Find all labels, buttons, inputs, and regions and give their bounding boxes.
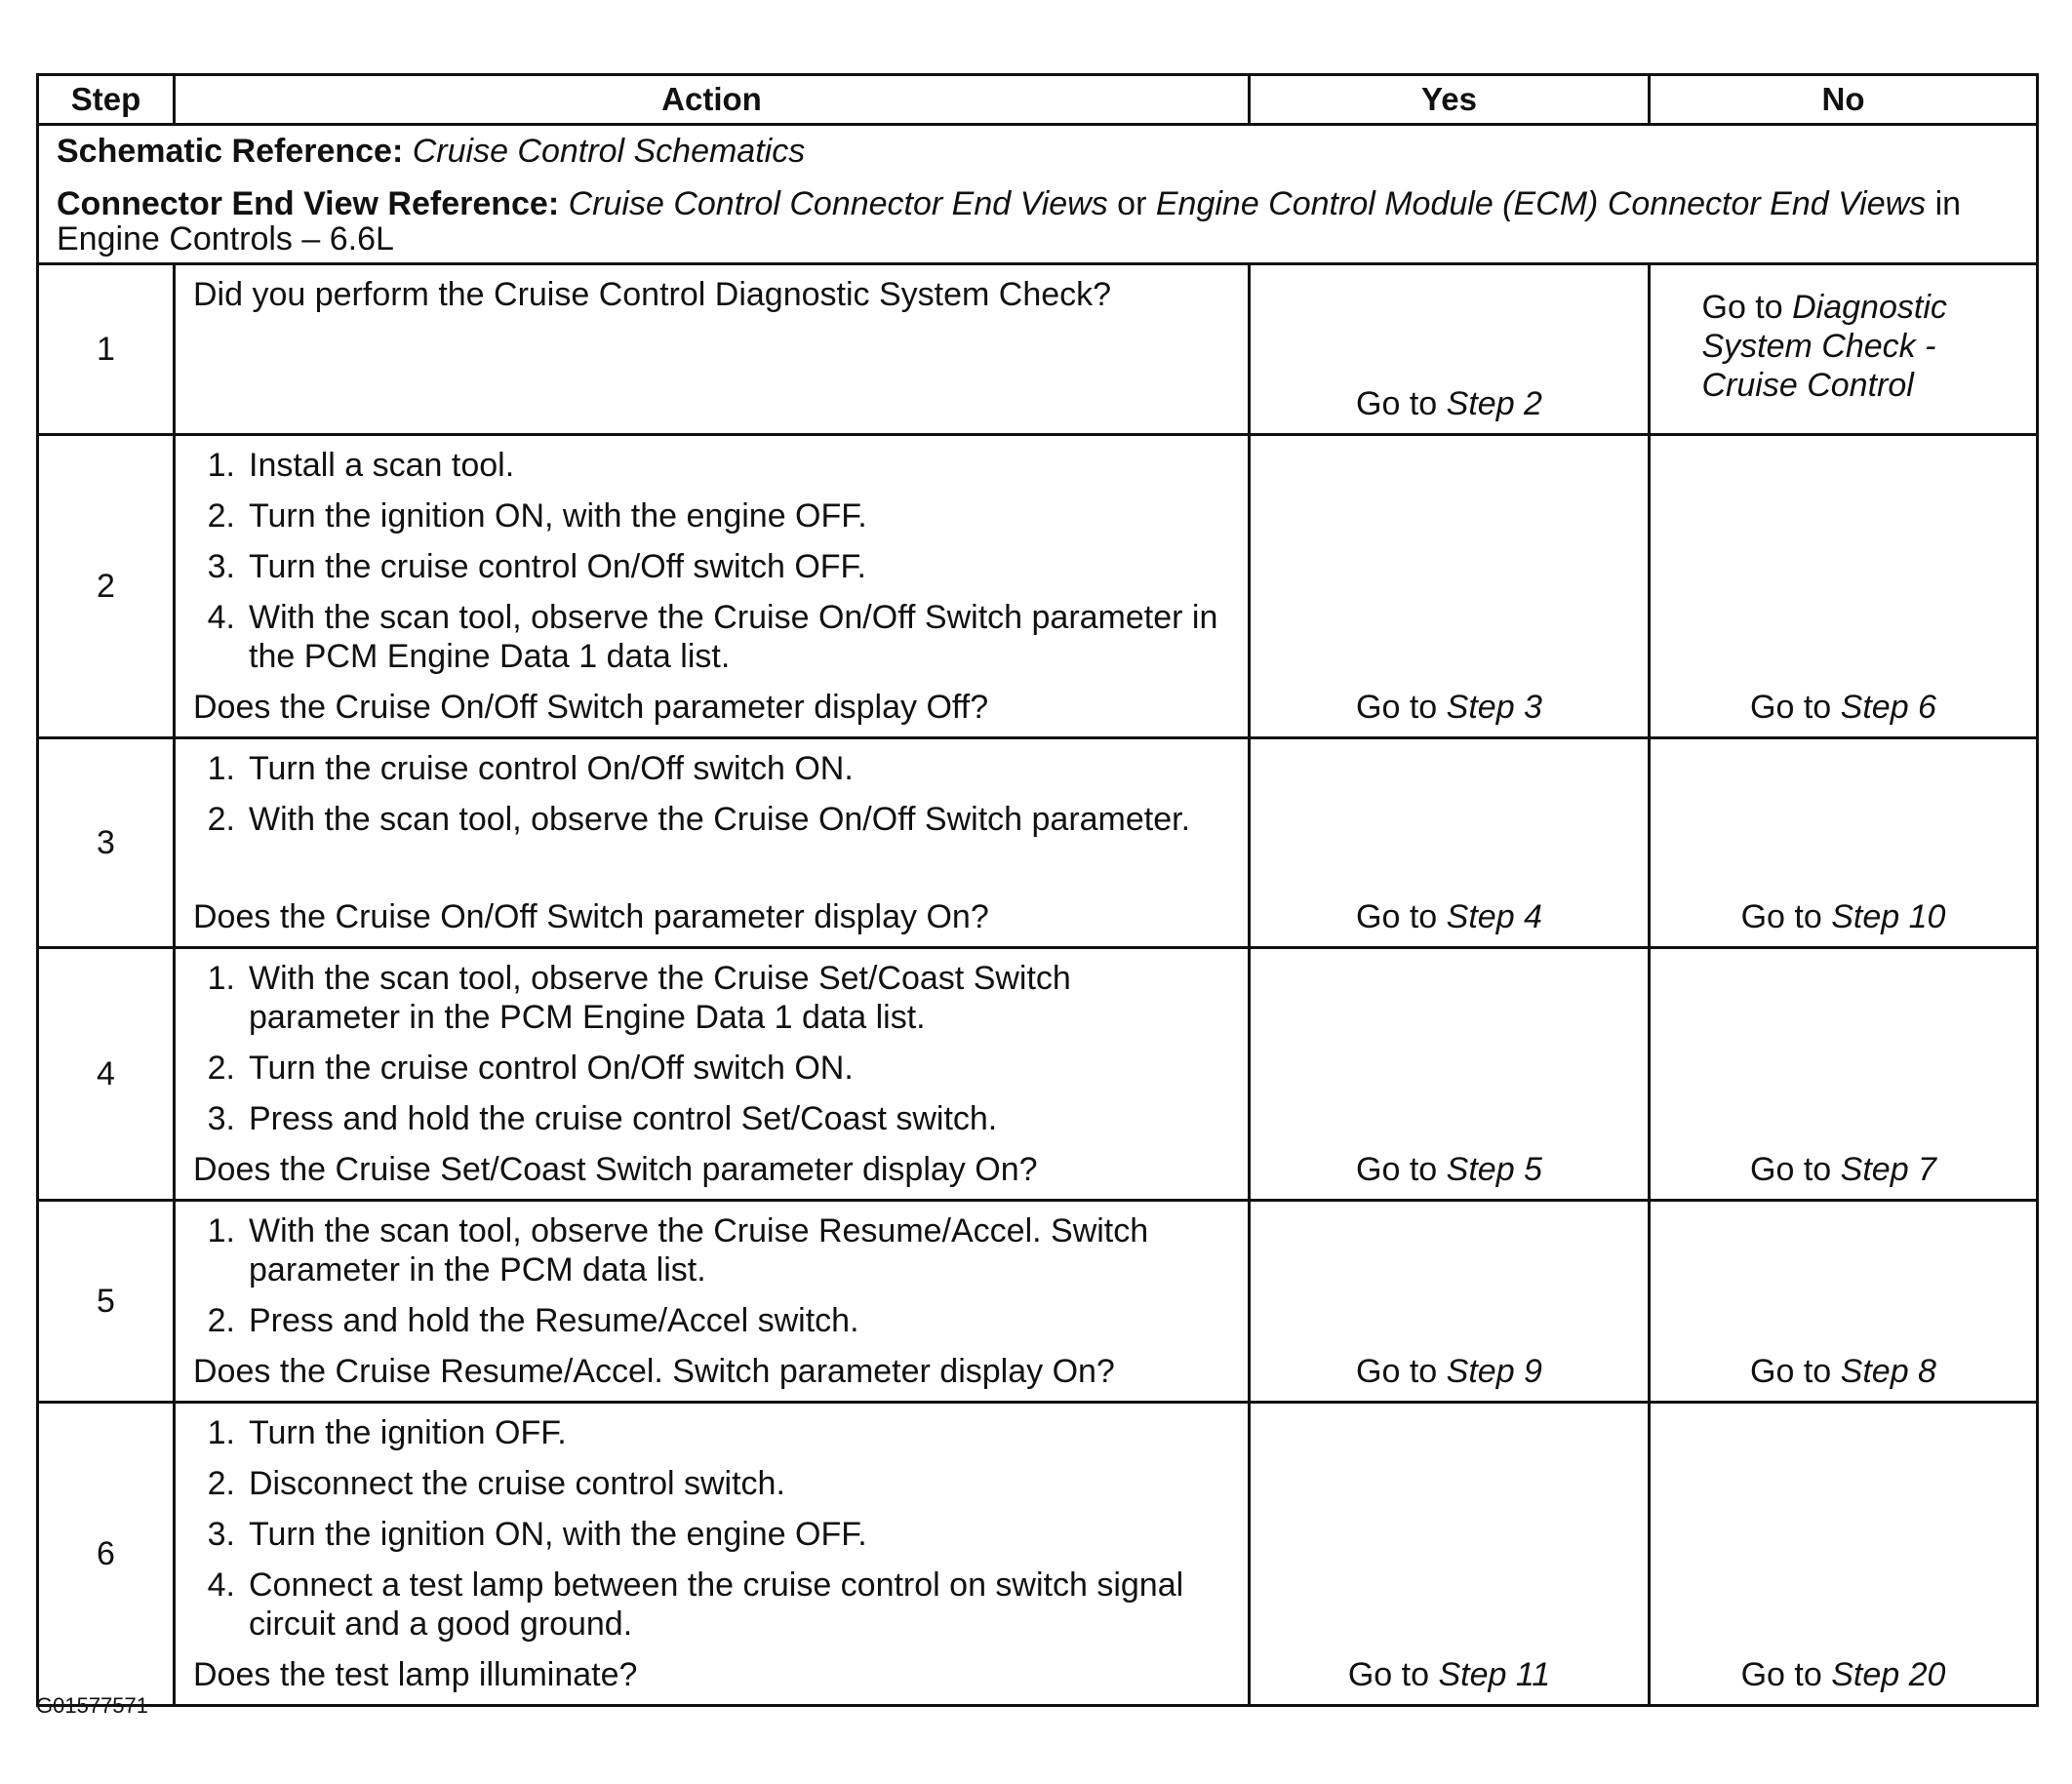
substep-text: Turn the cruise control On/Off switch ON. <box>249 750 854 787</box>
schematic-reference <box>57 134 2018 169</box>
action-cell <box>175 435 1250 738</box>
substep-item <box>193 547 1248 586</box>
substep-item <box>193 959 1248 1037</box>
connector-reference-value-2: Engine Control Module (ECM) Connector End Views <box>1155 185 1927 222</box>
no-step-ref: Step 7 <box>1840 1151 1936 1188</box>
no-cell <box>1650 1403 2038 1706</box>
no-link[interactable] <box>1741 1656 1946 1693</box>
substep-number: 1. <box>207 960 235 997</box>
substep-text: With the scan tool, observe the Cruise Resume/Accel. Switch parameter in the PCM data list. <box>249 1212 1149 1288</box>
yes-prefix: Go to <box>1356 898 1438 935</box>
no-prefix: Go to <box>1750 689 1832 726</box>
step-question: Does the Cruise On/Off Switch parameter display Off? <box>193 689 989 726</box>
substep-item <box>193 446 1248 485</box>
table-row <box>38 948 2038 1201</box>
header-step: Step <box>38 75 175 125</box>
substep-item <box>193 1464 1248 1503</box>
table-row <box>38 1201 2038 1403</box>
header-yes: Yes <box>1250 75 1650 125</box>
step-number: 6 <box>38 1403 175 1706</box>
substep-item <box>193 749 1248 788</box>
action-cell <box>175 948 1250 1201</box>
no-cell <box>1650 264 2038 435</box>
no-step-ref: Step 6 <box>1840 689 1936 726</box>
no-link[interactable] <box>1741 898 1946 935</box>
substep-number: 2. <box>207 497 235 535</box>
diagnostic-table <box>36 73 2039 1707</box>
no-link[interactable] <box>1750 1353 1936 1390</box>
yes-link[interactable] <box>1356 1151 1542 1188</box>
substep-text: Connect a test lamp between the cruise control on switch signal circuit and a good ground. <box>249 1566 1184 1643</box>
connector-reference-label: Connector End View Reference: <box>57 185 560 222</box>
no-prefix: Go to <box>1740 1656 1822 1693</box>
no-link[interactable] <box>1702 288 1985 405</box>
substep-text: With the scan tool, observe the Cruise On/Off Switch parameter. <box>249 801 1191 838</box>
no-prefix: Go to <box>1750 1353 1832 1390</box>
substep-list <box>193 959 1248 1150</box>
substep-text: Disconnect the cruise control switch. <box>249 1465 785 1502</box>
yes-cell <box>1250 435 1650 738</box>
substep-number: 4. <box>207 599 235 636</box>
yes-step-ref: Step 11 <box>1438 1656 1551 1693</box>
step-question: Does the Cruise Set/Coast Switch parameter display On? <box>193 1151 1038 1188</box>
step-question: Does the Cruise Resume/Accel. Switch parameter display On? <box>193 1353 1115 1390</box>
yes-link[interactable] <box>1356 898 1542 935</box>
substep-text: Install a scan tool. <box>249 447 515 484</box>
action-cell <box>175 1201 1250 1403</box>
yes-prefix: Go to <box>1347 1656 1430 1693</box>
action-cell <box>175 738 1250 948</box>
no-prefix: Go to <box>1701 289 1783 326</box>
substep-text: Press and hold the cruise control Set/Coast switch. <box>249 1100 998 1137</box>
no-step-ref: Step 20 <box>1831 1656 1946 1693</box>
no-prefix: Go to <box>1740 898 1822 935</box>
no-cell <box>1650 738 2038 948</box>
no-step-ref: Step 8 <box>1840 1353 1936 1390</box>
substep-item <box>193 800 1248 839</box>
yes-cell <box>1250 1201 1650 1403</box>
substep-list <box>193 1413 1248 1655</box>
substep-text: Turn the ignition OFF. <box>249 1414 567 1451</box>
table-row <box>38 738 2038 948</box>
yes-prefix: Go to <box>1356 385 1438 422</box>
table-header-row <box>38 75 2038 125</box>
action-content <box>193 1413 1248 1694</box>
substep-text: Press and hold the Resume/Accel switch. <box>249 1302 859 1339</box>
table-row <box>38 1403 2038 1706</box>
substep-list <box>193 1211 1248 1352</box>
table-row <box>38 264 2038 435</box>
table-row <box>38 435 2038 738</box>
substep-number: 3. <box>207 1100 235 1137</box>
substep-item <box>193 598 1248 676</box>
diagnostic-page <box>36 73 2036 1707</box>
schematic-reference-label: Schematic Reference: <box>57 133 404 170</box>
substep-number: 2. <box>207 1050 235 1087</box>
no-step-ref: Diagnostic System Check - Cruise Control <box>1701 289 1947 404</box>
substep-number: 1. <box>207 750 235 787</box>
substep-text: Turn the cruise control On/Off switch OFF. <box>249 548 866 585</box>
schematic-reference-value: Cruise Control Schematics <box>412 133 806 170</box>
no-step-ref: Step 10 <box>1831 898 1946 935</box>
yes-link[interactable] <box>1348 1656 1550 1693</box>
no-link[interactable] <box>1750 1151 1936 1188</box>
action-content <box>193 1211 1248 1391</box>
substep-number: 3. <box>207 1516 235 1553</box>
substep-text: With the scan tool, observe the Cruise Set/Coast Switch parameter in the PCM Engine Data 1 data list. <box>249 960 1071 1036</box>
no-cell <box>1650 948 2038 1201</box>
substep-number: 1. <box>207 1212 235 1249</box>
header-no: No <box>1650 75 2038 125</box>
step-question: Does the test lamp illuminate? <box>193 1656 638 1693</box>
yes-prefix: Go to <box>1356 689 1438 726</box>
substep-item <box>193 496 1248 535</box>
yes-step-ref: Step 4 <box>1446 898 1542 935</box>
substep-text: With the scan tool, observe the Cruise On/Off Switch parameter in the PCM Engine Data 1 data list. <box>249 599 1218 675</box>
step-number: 3 <box>38 738 175 948</box>
figure-id: G01577571 <box>36 1693 148 1718</box>
substep-list <box>193 749 1248 851</box>
substep-list <box>193 446 1248 688</box>
substep-item <box>193 1566 1248 1644</box>
action-cell <box>175 264 1250 435</box>
step-number: 1 <box>38 264 175 435</box>
substep-text: Turn the ignition ON, with the engine OFF. <box>249 497 867 535</box>
step-number: 2 <box>38 435 175 738</box>
action-content <box>193 959 1248 1189</box>
step-number: 4 <box>38 948 175 1201</box>
no-link[interactable] <box>1750 689 1936 726</box>
substep-number: 2. <box>207 1465 235 1502</box>
action-content <box>193 749 1248 936</box>
substep-number: 3. <box>207 548 235 585</box>
connector-reference-value-1: Cruise Control Connector End Views <box>568 185 1108 222</box>
substep-item <box>193 1413 1248 1452</box>
yes-link[interactable] <box>1356 1353 1542 1390</box>
action-content <box>193 446 1248 727</box>
step-question: Does the Cruise On/Off Switch parameter display On? <box>193 898 989 935</box>
substep-item <box>193 1301 1248 1340</box>
connector-reference-or: or <box>1117 185 1147 222</box>
header-action: Action <box>175 75 1250 125</box>
no-cell <box>1650 435 2038 738</box>
yes-step-ref: Step 2 <box>1446 385 1542 422</box>
substep-item <box>193 1099 1248 1138</box>
substep-text: Turn the ignition ON, with the engine OFF. <box>249 1516 867 1553</box>
yes-step-ref: Step 9 <box>1446 1353 1542 1390</box>
substep-number: 1. <box>207 447 235 484</box>
action-content <box>193 275 1248 423</box>
yes-link[interactable] <box>1356 385 1542 422</box>
yes-cell <box>1250 948 1650 1201</box>
yes-cell <box>1250 264 1650 435</box>
yes-cell <box>1250 738 1650 948</box>
reference-row <box>38 125 2038 264</box>
substep-text: Turn the cruise control On/Off switch ON. <box>249 1050 854 1087</box>
substep-number: 2. <box>207 801 235 838</box>
step-question: Did you perform the Cruise Control Diagnostic System Check? <box>193 276 1112 313</box>
substep-number: 1. <box>207 1414 235 1451</box>
action-cell <box>175 1403 1250 1706</box>
no-cell <box>1650 1201 2038 1403</box>
yes-prefix: Go to <box>1356 1353 1438 1390</box>
yes-cell <box>1250 1403 1650 1706</box>
substep-number: 2. <box>207 1302 235 1339</box>
yes-step-ref: Step 3 <box>1446 689 1542 726</box>
step-number: 5 <box>38 1201 175 1403</box>
no-prefix: Go to <box>1750 1151 1832 1188</box>
connector-reference <box>57 186 2018 257</box>
substep-number: 4. <box>207 1566 235 1604</box>
substep-item <box>193 1211 1248 1289</box>
connector-reference-suffix: in Engine Controls – 6.6L <box>57 185 1962 258</box>
substep-item <box>193 1515 1248 1554</box>
reference-cell <box>38 125 2038 264</box>
yes-prefix: Go to <box>1356 1151 1438 1188</box>
substep-item <box>193 1049 1248 1088</box>
yes-link[interactable] <box>1356 689 1542 726</box>
yes-step-ref: Step 5 <box>1446 1151 1542 1188</box>
